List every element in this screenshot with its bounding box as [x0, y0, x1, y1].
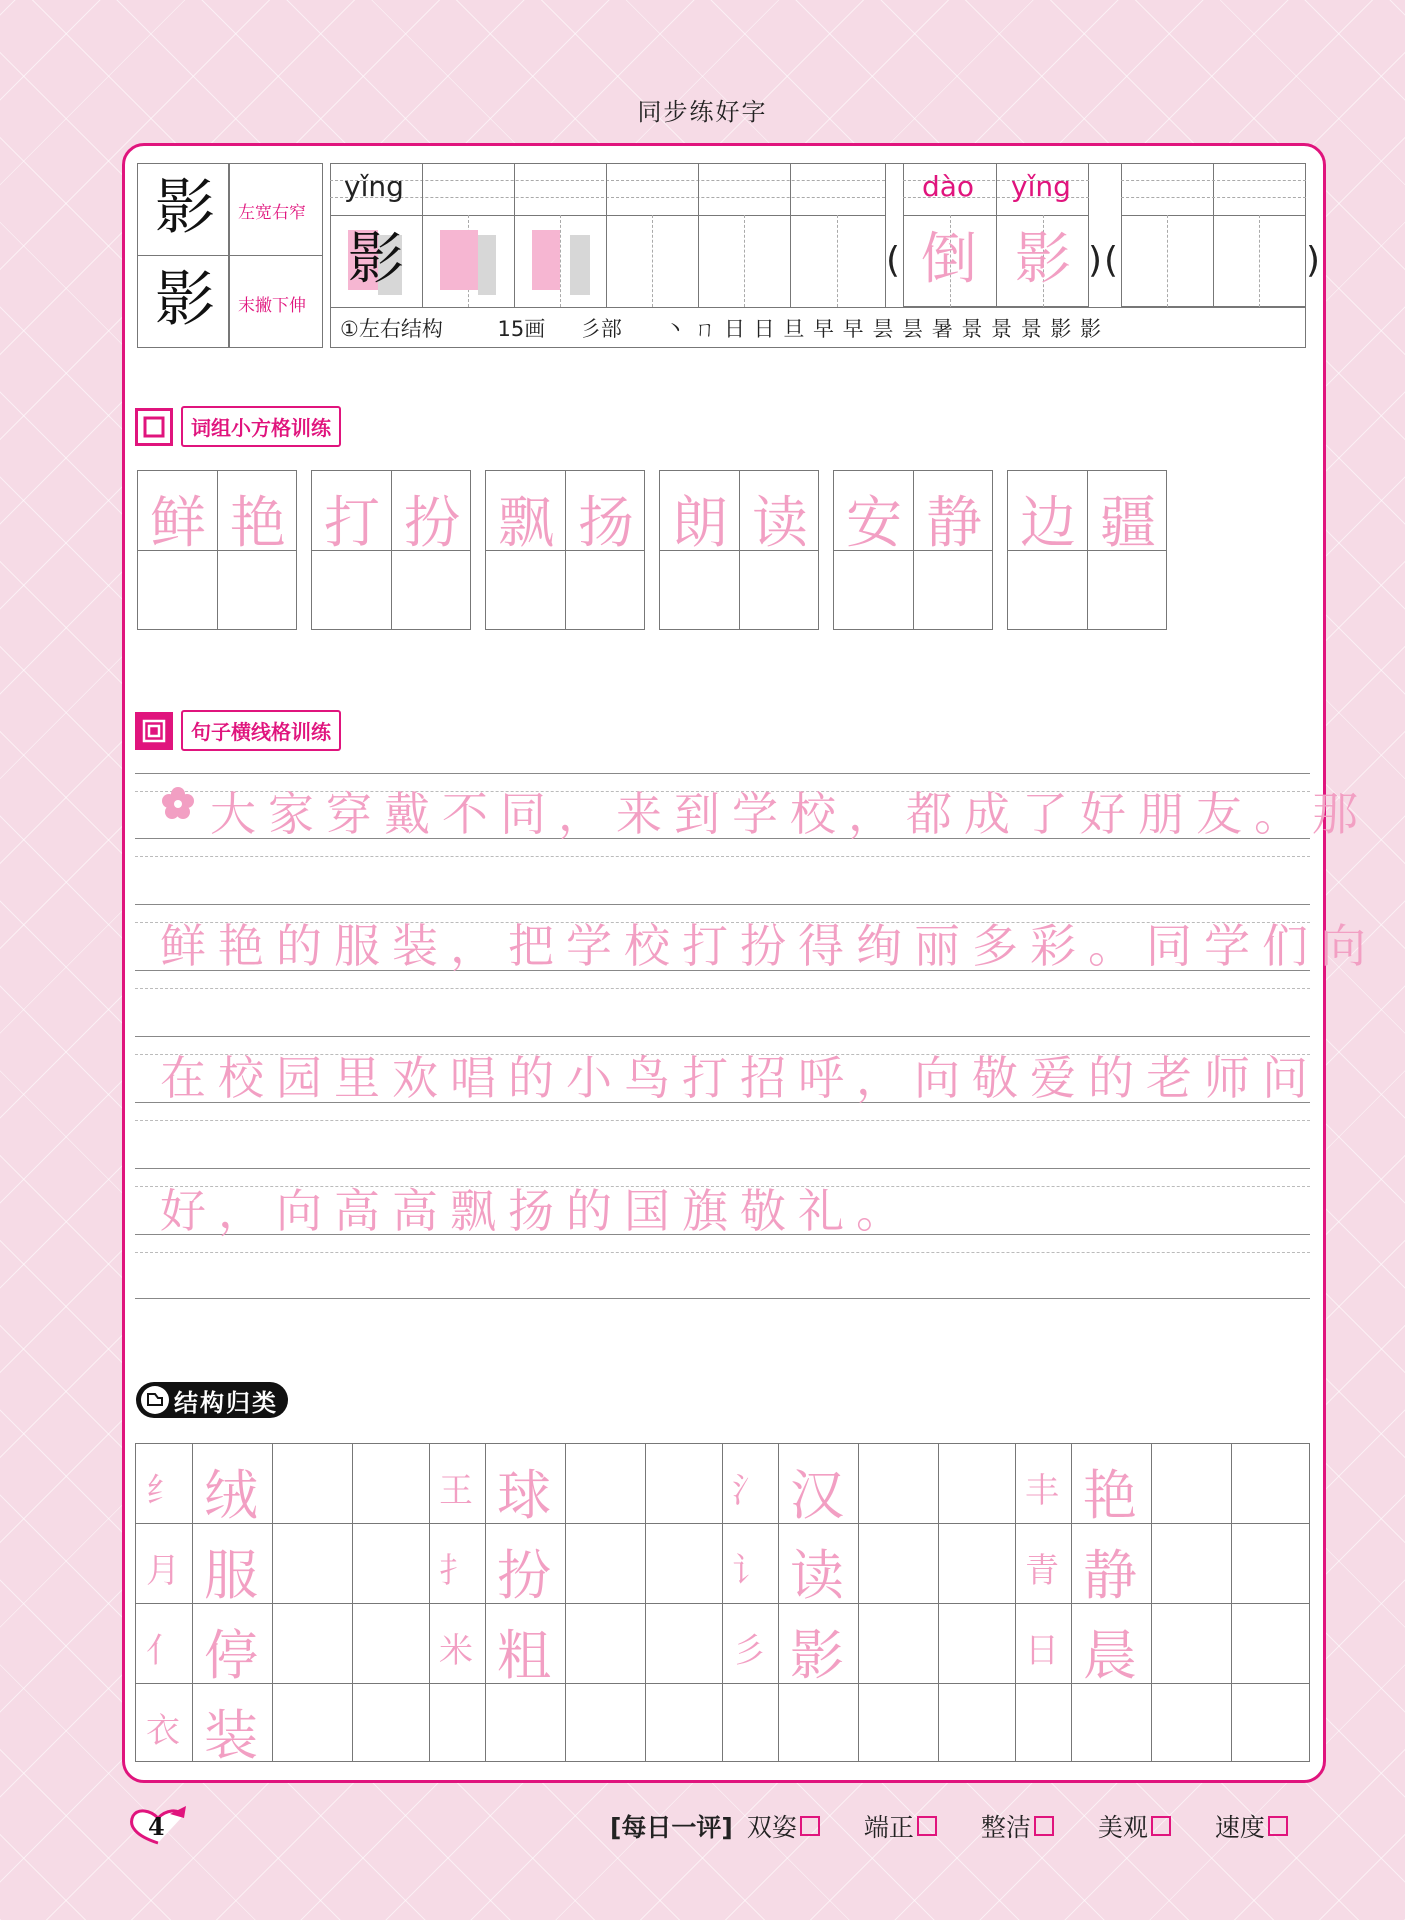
eval-text: 整洁 [980, 1813, 1031, 1842]
eval-item-neat[interactable] [864, 1808, 937, 1844]
structure-radical: 氵 [732, 1471, 766, 1511]
structure-word: 汉 [790, 1464, 844, 1527]
eval-checkbox[interactable] [1151, 1816, 1171, 1836]
word-box [833, 470, 993, 630]
char-info-line [340, 313, 1102, 343]
flower-icon [160, 785, 196, 821]
stroke-count: 15画 [497, 317, 546, 341]
word-box [485, 470, 645, 630]
word-char: 艳 [230, 491, 286, 556]
word-char: 飘 [498, 491, 554, 556]
section-structure-title: 结构归类 [174, 1388, 278, 1417]
word-pinyin-1: dào [922, 170, 975, 203]
structure-radical: 彡 [732, 1631, 766, 1671]
eval-checkbox[interactable] [917, 1816, 937, 1836]
daily-eval [610, 1808, 1288, 1844]
structure-radical: 王 [439, 1471, 473, 1511]
structure-word: 粗 [497, 1624, 551, 1687]
sentence-line-3: 在校园里欢唱的小鸟打招呼，向敬爱的老师问 [160, 1051, 1320, 1105]
maze-icon [135, 712, 173, 750]
paren-close-1: ) [1088, 240, 1103, 281]
eval-text: 端正 [863, 1813, 914, 1842]
eval-checkbox[interactable] [800, 1816, 820, 1836]
structure-word: 装 [204, 1704, 258, 1767]
paren-close-2: ) [1306, 240, 1321, 281]
eval-checkbox[interactable] [1268, 1816, 1288, 1836]
stroke-order: 丶 ㄇ 日 日 旦 早 早 昙 昙 暑 景 景 景 影 影 [664, 317, 1103, 341]
structure-word: 扮 [497, 1544, 551, 1607]
tip-1: 左宽右窄 [238, 203, 306, 223]
eval-item-clean[interactable] [981, 1808, 1054, 1844]
sentence-line-4: 好，向高高飘扬的国旗敬礼。 [160, 1184, 914, 1238]
sentence-line-2: 鲜艳的服装，把学校打扮得绚丽多彩。同学们向 [160, 919, 1378, 973]
tip-2: 末撇下伸 [238, 296, 306, 316]
word-char: 扬 [578, 491, 634, 556]
structure-word: 绒 [204, 1464, 258, 1527]
structure-radical: 丰 [1025, 1471, 1059, 1511]
word-char: 朗 [672, 491, 728, 556]
structure-word: 服 [204, 1544, 258, 1607]
word-pinyin-2: yǐng [1011, 170, 1071, 203]
word-char-2: 影 [1015, 227, 1071, 292]
section-sentences-title: 句子横线格训练 [181, 710, 341, 751]
frame-icon [135, 408, 173, 446]
trace-char: 影 [348, 227, 404, 292]
section-words-title: 词组小方格训练 [181, 406, 341, 447]
eval-text: 速度 [1214, 1813, 1265, 1842]
paren-open-2: ( [1104, 240, 1119, 281]
section-structure-header [136, 1382, 288, 1418]
sentence-line-1: 大家穿戴不同，来到学校，都成了好朋友。那 [210, 787, 1370, 841]
word-char: 打 [324, 491, 380, 556]
structure-word: 影 [790, 1624, 844, 1687]
word-char: 鲜 [150, 491, 206, 556]
eval-text: 双姿 [746, 1813, 797, 1842]
section-words-header [135, 406, 341, 447]
word-char: 扮 [404, 491, 460, 556]
char-pinyin: yǐng [344, 170, 404, 203]
page-header-title: 同步练好字 [637, 98, 768, 126]
structure-word: 静 [1083, 1544, 1137, 1607]
structure-radical: 亻 [146, 1631, 180, 1671]
structure-radical: 讠 [732, 1551, 766, 1591]
book-icon [140, 1385, 170, 1415]
page-number: 4 [148, 1812, 165, 1841]
structure-word: 艳 [1083, 1464, 1137, 1527]
radical-text: 彡部 [579, 317, 622, 341]
paren-open-1: ( [886, 240, 901, 281]
eval-checkbox[interactable] [1034, 1816, 1054, 1836]
eval-text: 美观 [1097, 1813, 1148, 1842]
structure-radical: 月 [146, 1551, 180, 1591]
eval-item-beauty[interactable] [1098, 1808, 1171, 1844]
word-box [137, 470, 297, 630]
word-box [1007, 470, 1167, 630]
structure-word: 停 [204, 1624, 258, 1687]
word-char: 静 [926, 491, 982, 556]
model-char-1: 影 [155, 173, 215, 243]
word-box [311, 470, 471, 630]
section-sentences-header [135, 710, 341, 751]
model-char-2: 影 [155, 265, 215, 335]
word-char: 疆 [1100, 491, 1156, 556]
word-box [659, 470, 819, 630]
structure-radical: 扌 [439, 1551, 473, 1591]
structure-radical: 青 [1025, 1551, 1059, 1591]
structure-radical: 米 [439, 1631, 473, 1671]
structure-word: 读 [790, 1544, 844, 1607]
structure-text: ①左右结构 [340, 317, 443, 341]
structure-radical: 纟 [146, 1471, 180, 1511]
word-char: 边 [1020, 491, 1076, 556]
eval-label: [每日一评] [610, 1813, 733, 1842]
word-char-1: 倒 [921, 227, 977, 292]
structure-word: 晨 [1083, 1624, 1137, 1687]
eval-item-posture[interactable] [747, 1808, 820, 1844]
structure-radical: 衣 [146, 1711, 180, 1751]
structure-word: 球 [497, 1464, 551, 1527]
structure-radical: 日 [1025, 1631, 1059, 1671]
word-char: 安 [846, 491, 902, 556]
eval-item-speed[interactable] [1215, 1808, 1288, 1844]
word-char: 读 [752, 491, 808, 556]
